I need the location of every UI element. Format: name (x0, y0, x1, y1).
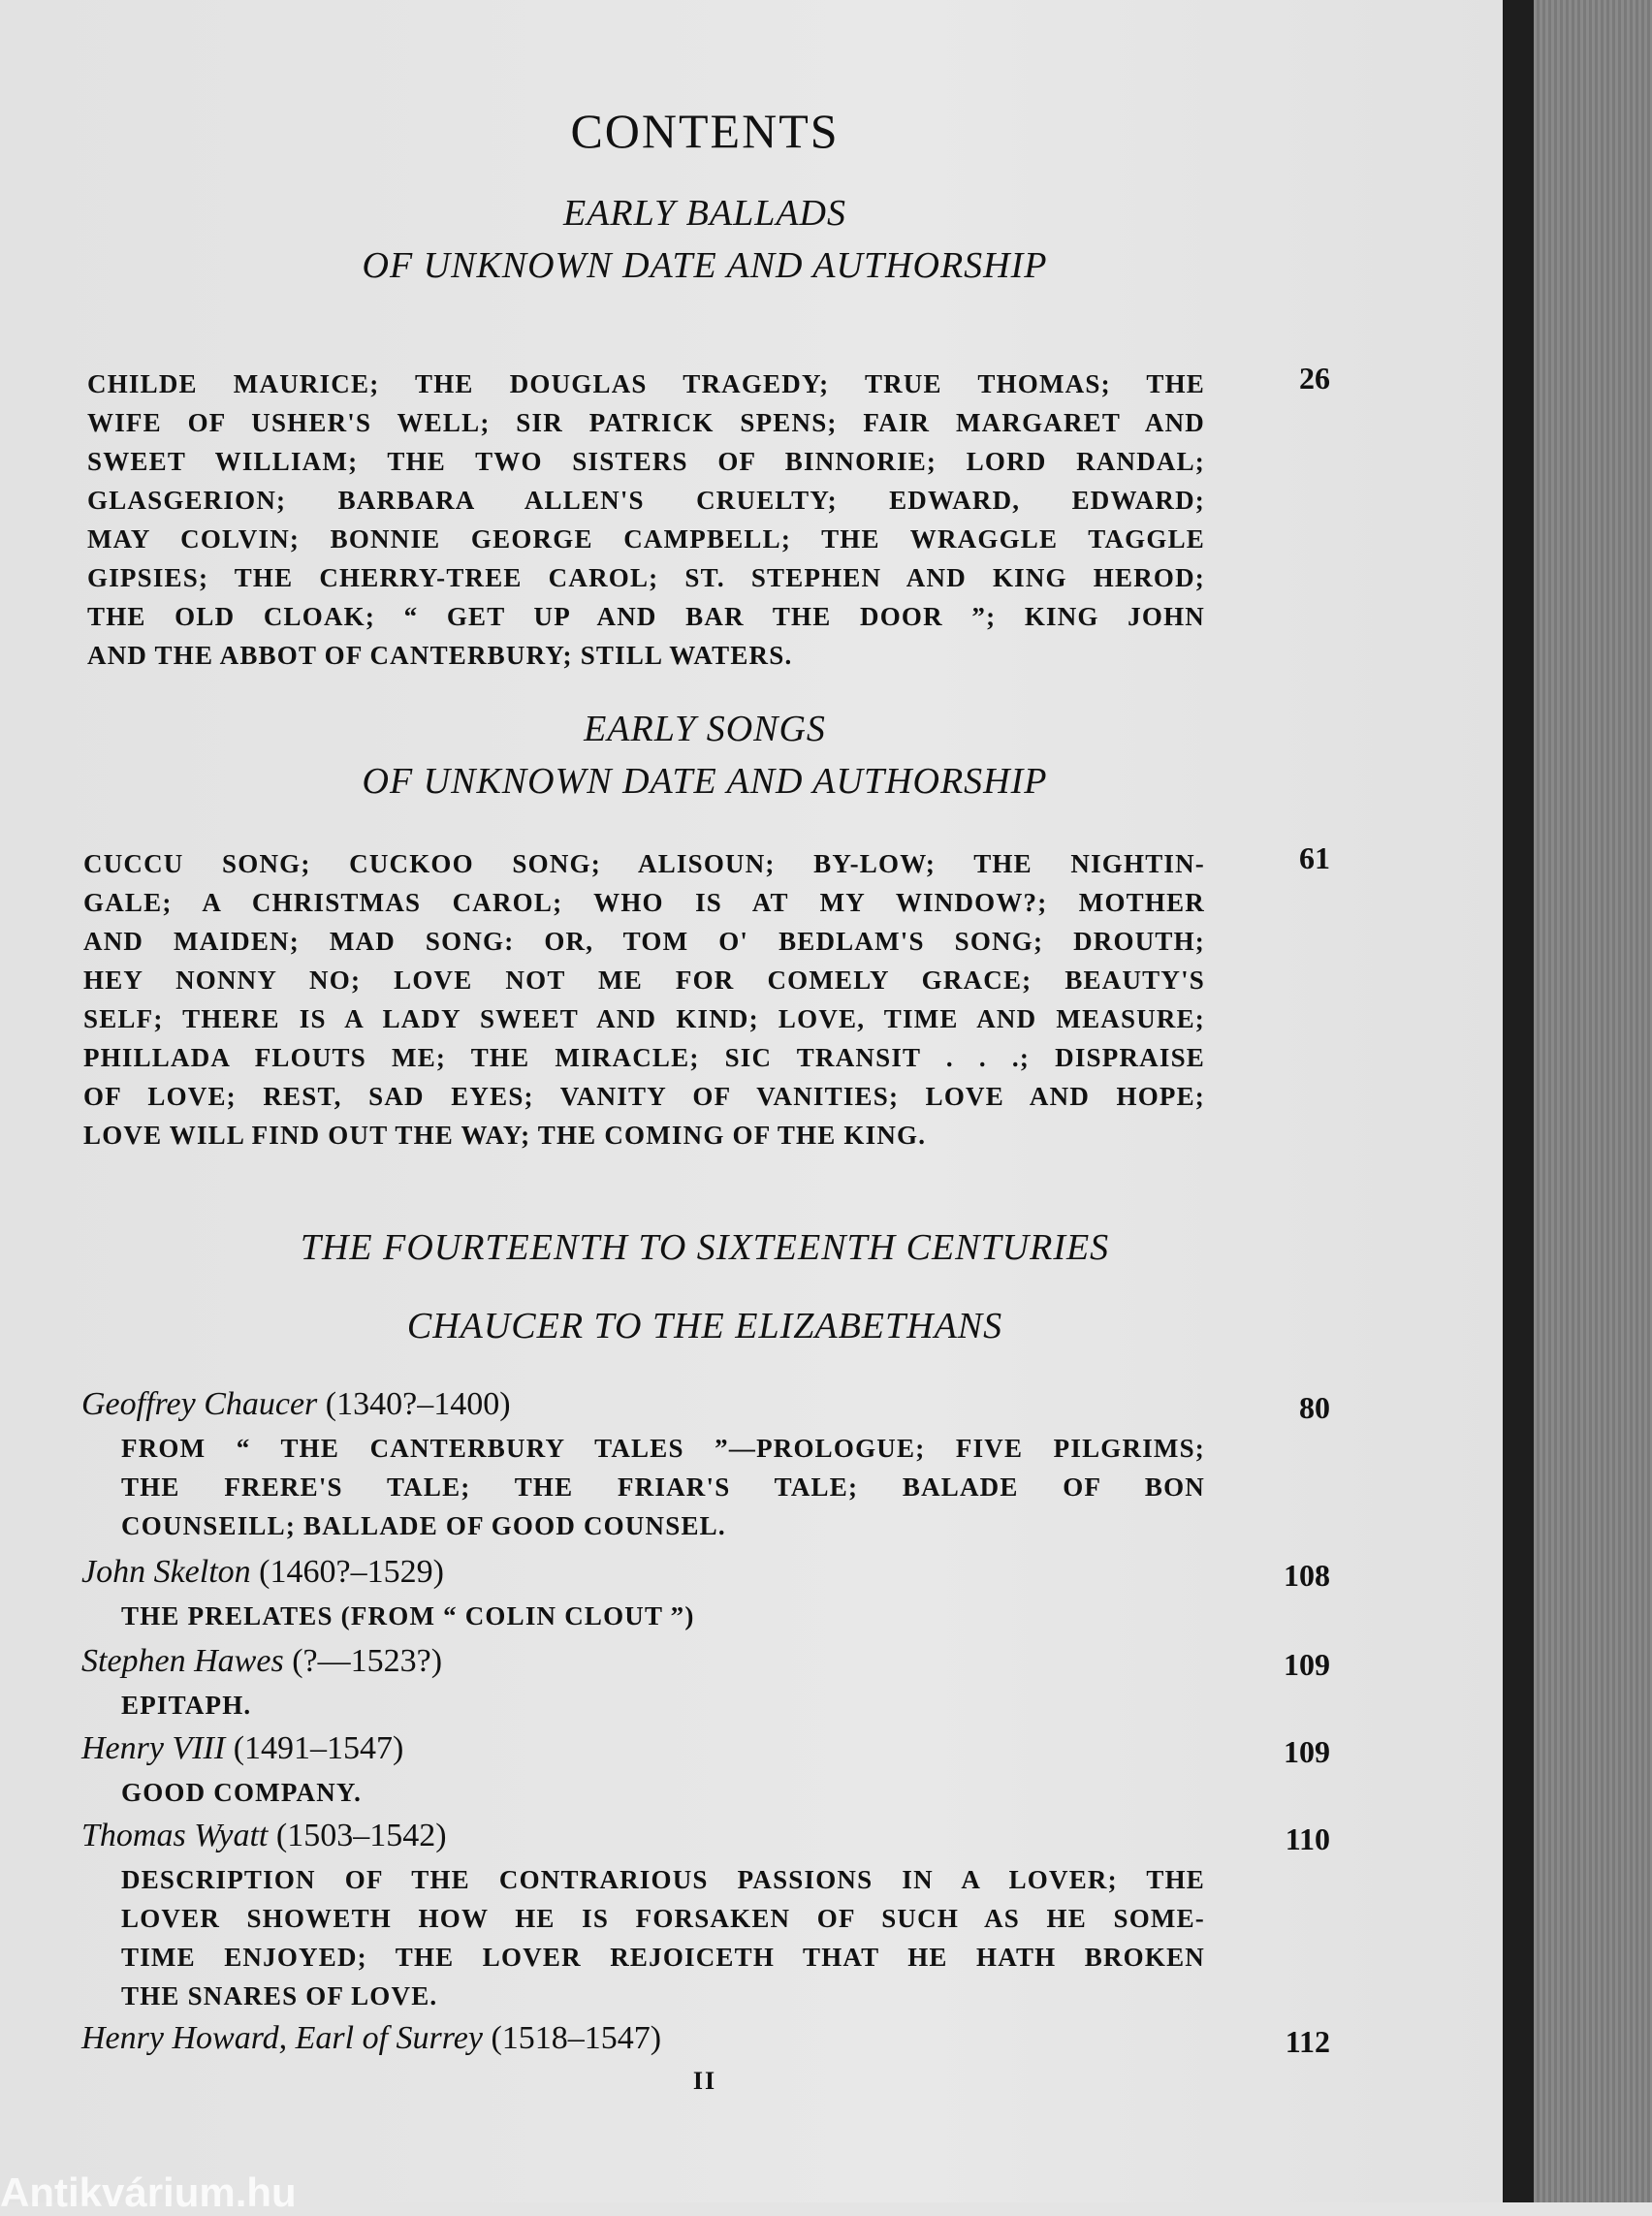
ballads-page-number: 26 (1299, 361, 1330, 396)
songs-list (83, 844, 1205, 1155)
contents-line: GOOD COMPANY. (121, 1778, 363, 1807)
author-works (121, 1686, 1205, 1725)
author-name: Henry Howard, Earl of Surrey (81, 2020, 483, 2056)
contents-line: GIPSIES; THE CHERRY-TREE CAROL; ST. STEPHEN AND KING HEROD; (87, 563, 1205, 592)
contents-line: OF LOVE; REST, SAD EYES; VANITY OF VANITIES; LOVE AND HOPE; (83, 1082, 1205, 1111)
page-edges (1534, 0, 1652, 2202)
author-page-number: 80 (1299, 1390, 1330, 1425)
author-heading (81, 1554, 444, 1591)
contents-line: PHILLADA FLOUTS ME; THE MIRACLE; SIC TRANSIT . . .; DISPRAISE (83, 1043, 1205, 1072)
songs-heading: EARLY SONGS (584, 709, 826, 749)
author-heading (81, 1730, 403, 1767)
contents-line: LOVE WILL FIND OUT THE WAY; THE COMING OF THE KING. (83, 1121, 927, 1150)
author-page-number: 110 (1285, 1821, 1330, 1856)
contents-line: THE OLD CLOAK; “ GET UP AND BAR THE DOOR ”; KING JOHN (87, 602, 1205, 631)
author-name: John Skelton (81, 1554, 251, 1590)
period-subheading: CHAUCER TO THE ELIZABETHANS (406, 1306, 1003, 1346)
author-works (121, 1860, 1205, 2015)
contents-line: CUCCU SONG; CUCKOO SONG; ALISOUN; BY-LOW; THE NIGHTIN- (83, 849, 1205, 878)
contents-line: THE SNARES OF LOVE. (121, 1981, 438, 2010)
contents-line: AND THE ABBOT OF CANTERBURY; STILL WATERS. (87, 641, 793, 670)
watermark: Antikvárium.hu (0, 2169, 297, 2215)
author-page-number: 109 (1284, 1734, 1330, 1769)
author-works (121, 1429, 1205, 1545)
songs-page-number: 61 (1299, 840, 1330, 875)
author-works (121, 1597, 1205, 1635)
contents-line: CHILDE MAURICE; THE DOUGLAS TRAGEDY; TRUE THOMAS; THE (87, 369, 1205, 398)
contents-line: THE FRERE'S TALE; THE FRIAR'S TALE; BALADE OF BON (121, 1472, 1205, 1502)
author-name: Henry VIII (81, 1730, 226, 1766)
author-page-number: 109 (1284, 1647, 1330, 1682)
author-heading (81, 1386, 511, 1423)
contents-line: SWEET WILLIAM; THE TWO SISTERS OF BINNORIE; LORD RANDAL; (87, 447, 1205, 476)
author-page-number: 108 (1284, 1558, 1330, 1593)
author-dates: (1340?–1400) (325, 1386, 511, 1422)
contents-line: EPITAPH. (121, 1691, 252, 1720)
ballads-subheading: OF UNKNOWN DATE AND AUTHORSHIP (362, 245, 1048, 286)
songs-subheading: OF UNKNOWN DATE AND AUTHORSHIP (362, 761, 1048, 802)
contents-line: MAY COLVIN; BONNIE GEORGE CAMPBELL; THE WRAGGLE TAGGLE (87, 524, 1205, 554)
page-folio: II (692, 2067, 717, 2095)
author-page-number: 112 (1285, 2024, 1330, 2059)
contents-line: COUNSEILL; BALLADE OF GOOD COUNSEL. (121, 1511, 726, 1540)
contents-line: WIFE OF USHER'S WELL; SIR PATRICK SPENS; FAIR MARGARET AND (87, 408, 1205, 437)
ballads-list (87, 364, 1205, 675)
contents-line: SELF; THERE IS A LADY SWEET AND KIND; LOVE, TIME AND MEASURE; (83, 1004, 1205, 1033)
book-binding (1503, 0, 1534, 2202)
author-name: Stephen Hawes (81, 1643, 284, 1679)
page-title: CONTENTS (570, 104, 840, 158)
contents-line: THE PRELATES (FROM “ COLIN CLOUT ”) (121, 1601, 695, 1630)
contents-line: GLASGERION; BARBARA ALLEN'S CRUELTY; EDWARD, EDWARD; (87, 486, 1205, 515)
contents-line: TIME ENJOYED; THE LOVER REJOICETH THAT HE HATH BROKEN (121, 1943, 1205, 1972)
contents-line: AND MAIDEN; MAD SONG: OR, TOM O' BEDLAM'S SONG; DROUTH; (83, 927, 1205, 956)
contents-line: HEY NONNY NO; LOVE NOT ME FOR COMELY GRACE; BEAUTY'S (83, 966, 1205, 995)
author-name: Geoffrey Chaucer (81, 1386, 318, 1422)
author-works (121, 1773, 1205, 1812)
author-dates: (1518–1547) (491, 2020, 662, 2056)
author-heading (81, 1818, 447, 1854)
ballads-heading: EARLY BALLADS (563, 193, 846, 234)
contents-line: DESCRIPTION OF THE CONTRARIOUS PASSIONS IN A LOVER; THE (121, 1865, 1205, 1894)
author-dates: (1491–1547) (233, 1730, 404, 1766)
contents-line: FROM “ THE CANTERBURY TALES ”—PROLOGUE; FIVE PILGRIMS; (121, 1434, 1205, 1463)
author-dates: (1503–1542) (275, 1818, 447, 1853)
author-heading (81, 2020, 661, 2057)
author-dates: (?—1523?) (292, 1643, 443, 1679)
contents-line: LOVER SHOWETH HOW HE IS FORSAKEN OF SUCH AS HE SOME- (121, 1904, 1205, 1933)
contents-line: GALE; A CHRISTMAS CAROL; WHO IS AT MY WINDOW?; MOTHER (83, 888, 1205, 917)
author-dates: (1460?–1529) (259, 1554, 444, 1590)
author-heading (81, 1643, 442, 1680)
period-heading: THE FOURTEENTH TO SIXTEENTH CENTURIES (300, 1227, 1110, 1268)
author-name: Thomas Wyatt (81, 1818, 269, 1853)
